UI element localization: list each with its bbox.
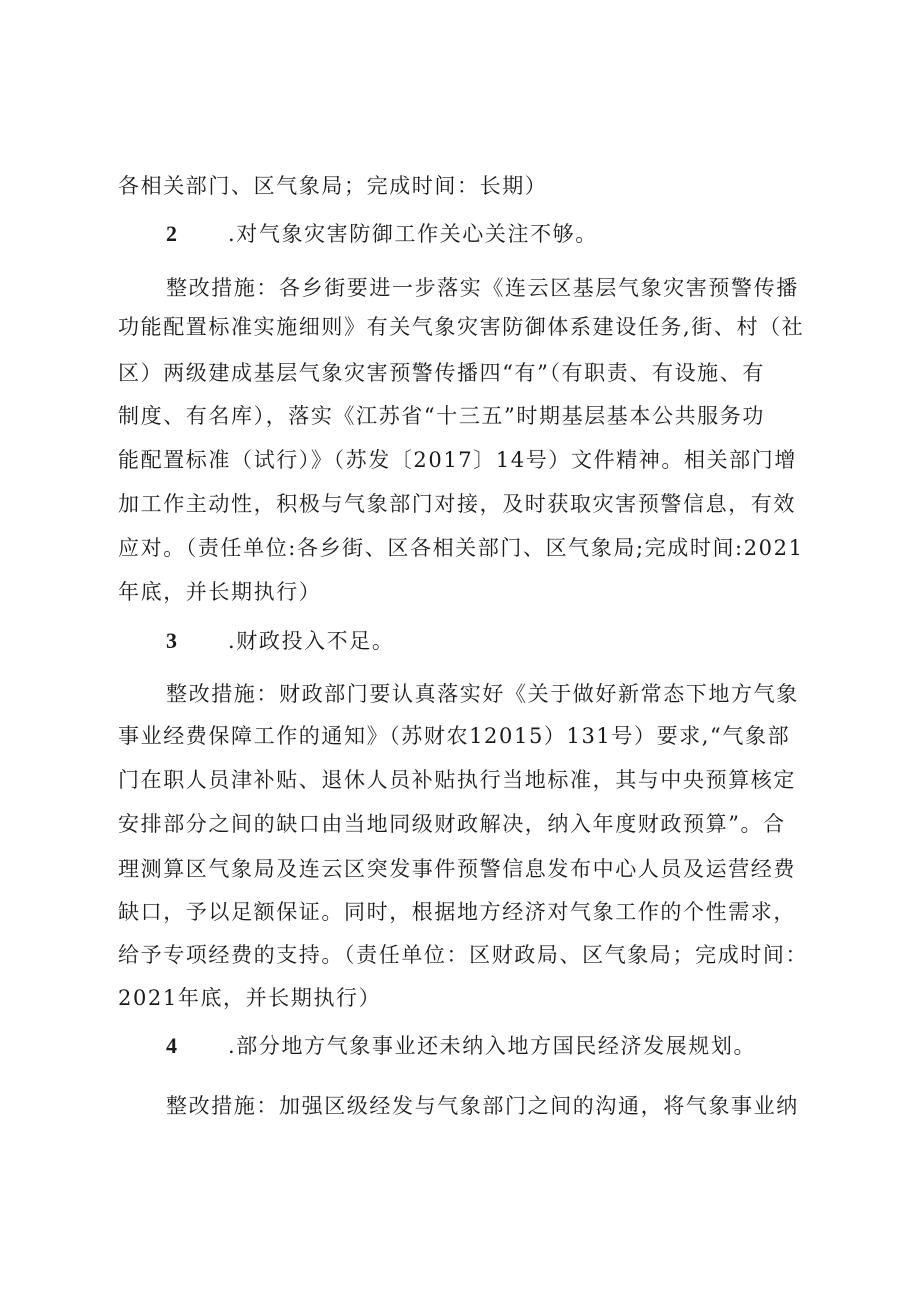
text-line: 制度、有名库），落实《江苏省“十三五”时期基层基本公共服务功 (118, 404, 765, 428)
section-heading-4 (166, 1032, 756, 1060)
text-line: 应对。（责任单位:各乡街、区各相关部门、区气象局;完成时间:2021 (118, 536, 804, 560)
text-line: 功能配置标准实施细则》有关气象灾害防御体系建设任务,街、村（社 (118, 315, 805, 339)
text-line: 整改措施：各乡街要进一步落实《连云区基层气象灾害预警传播 (166, 276, 799, 300)
section-title: .财政投入不足。 (228, 629, 395, 653)
text-line: 理测算区气象局及连云区突发事件预警信息发布中心人员及运营经费 (118, 857, 796, 881)
text-line: 加工作主动性，积极与气象部门对接，及时获取灾害预警信息，有效 (118, 492, 796, 516)
text-line: 区）两级建成基层气象灾害预警传播四“有”（有职责、有设施、有 (118, 361, 765, 385)
text-line: 安排部分之间的缺口由当地同级财政解决，纳入年度财政预算”。合 (118, 812, 786, 836)
section-number: 4 (166, 1033, 179, 1058)
text-line: 整改措施：加强区级经发与气象部门之间的沟通，将气象事业纳 (166, 1094, 799, 1118)
text-line: 年底，并长期执行） (118, 580, 322, 604)
text-line: 能配置标准（试行）》（苏发〔2017〕14号）文件精神。相关部门增 (118, 448, 797, 472)
section-number: 3 (166, 628, 179, 653)
section-title: .对气象灾害防御工作关心关注不够。 (228, 222, 598, 246)
text-line: 给予专项经费的支持。（责任单位：区财政局、区气象局；完成时间： (118, 943, 809, 967)
text-line: 事业经费保障工作的通知》（苏财农12015）131号）要求,“气象部 (118, 724, 791, 748)
text-line: 缺口，予以足额保证。同时，根据地方经济对气象工作的个性需求， (118, 900, 796, 924)
text-line: 各相关部门、区气象局；完成时间：长期） (118, 174, 548, 198)
text-line: 2021年底，并长期执行） (118, 986, 382, 1010)
text-line: 整改措施：财政部门要认真落实好《关于做好新常态下地方气象 (166, 682, 799, 706)
text-line: 门在职人员津补贴、退休人员补贴执行当地标准，其与中央预算核定 (118, 768, 796, 792)
section-number: 2 (166, 221, 179, 246)
section-heading-3 (166, 627, 394, 655)
section-heading-2 (166, 220, 598, 248)
section-title: .部分地方气象事业还未纳入地方国民经济发展规划。 (228, 1034, 757, 1058)
